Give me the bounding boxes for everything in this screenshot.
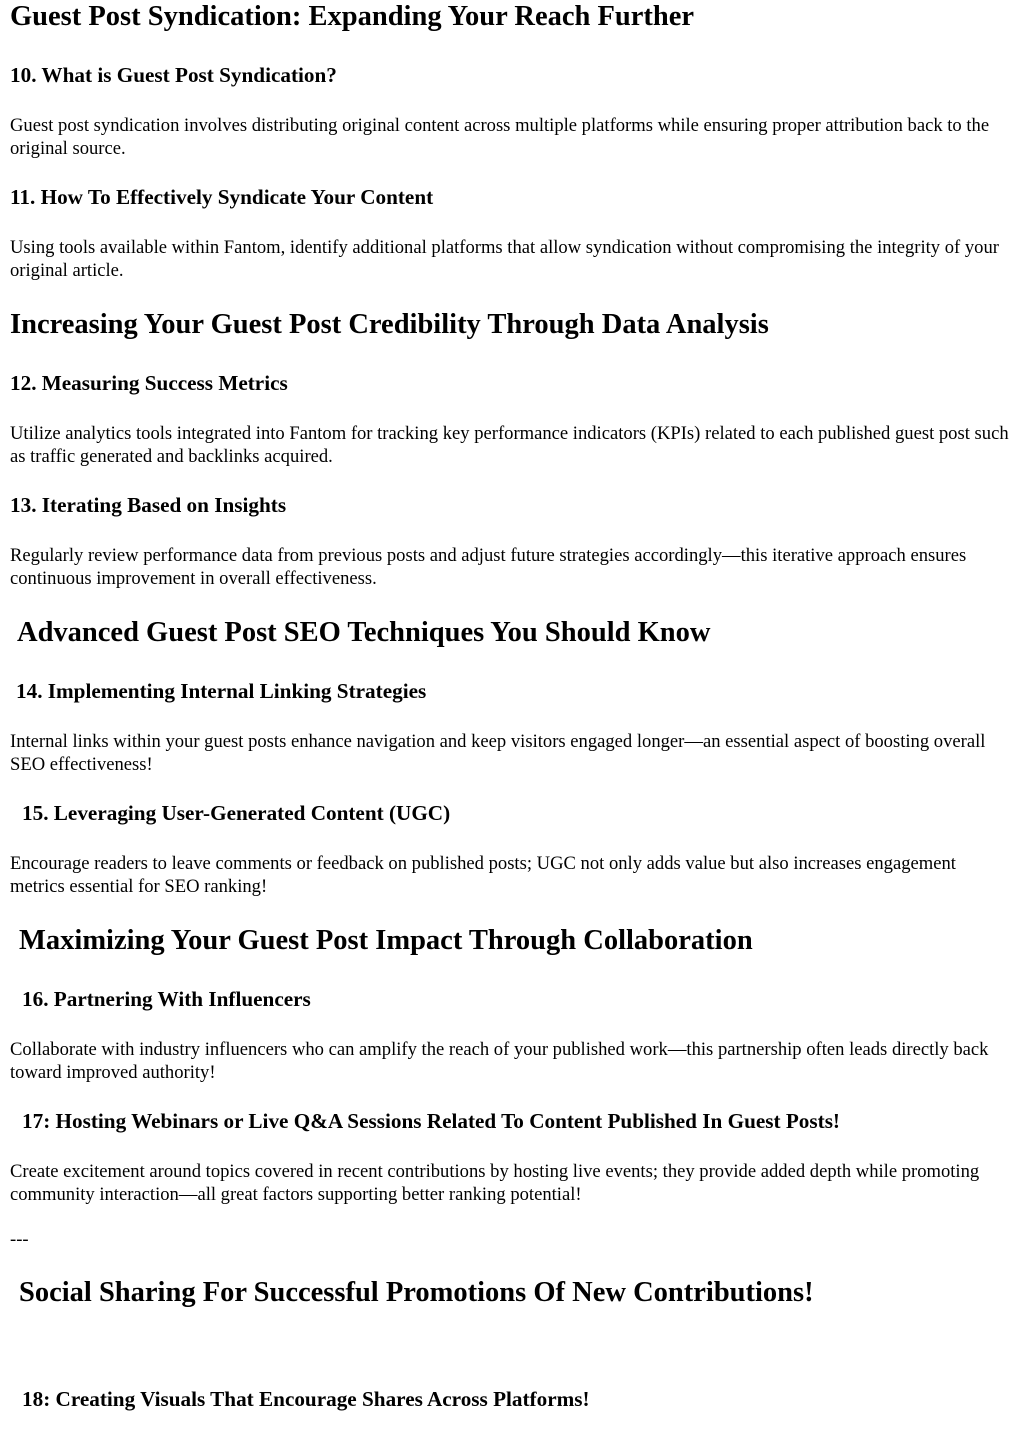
subsection-heading: 18: Creating Visuals That Encourage Shares Across Platforms! xyxy=(22,1387,590,1411)
paragraph: Regularly review performance data from previous posts and adjust future strategies accordingly—this iterative approach ensures continuous improvement in overall effectiveness. xyxy=(10,545,967,589)
subsection-heading: 14. Implementing Internal Linking Strategies xyxy=(16,679,427,703)
paragraph: Internal links within your guest posts enhance navigation and keep visitors engaged longer—an essential aspect of boosting overall SEO effectiveness! xyxy=(10,731,986,775)
section-heading: Advanced Guest Post SEO Techniques You Should Know xyxy=(17,617,711,648)
paragraph: Encourage readers to leave comments or feedback on published posts; UGC not only adds value but also increases engagement metrics essential for SEO ranking! xyxy=(10,853,956,897)
paragraph: Collaborate with industry influencers who can amplify the reach of your published work—this partnership often leads directly back toward improved authority! xyxy=(10,1039,989,1083)
section-heading: Maximizing Your Guest Post Impact Through Collaboration xyxy=(19,925,753,956)
subsection-heading: 16. Partnering With Influencers xyxy=(22,987,311,1011)
paragraph: Utilize analytics tools integrated into Fantom for tracking key performance indicators (KPIs) related to each published guest post such as traffic generated and backlinks acquired. xyxy=(10,423,1009,467)
subsection-heading: 17: Hosting Webinars or Live Q&A Sessions Related To Content Published In Guest Posts! xyxy=(22,1109,840,1133)
section-heading: Guest Post Syndication: Expanding Your Reach Further xyxy=(10,1,695,32)
paragraph: Using tools available within Fantom, identify additional platforms that allow syndication without compromising the integrity of your original article. xyxy=(10,237,999,281)
section-heading: Social Sharing For Successful Promotions Of New Contributions! xyxy=(19,1277,814,1308)
subsection-heading: 12. Measuring Success Metrics xyxy=(10,371,288,395)
subsection-heading: 10. What is Guest Post Syndication? xyxy=(10,63,337,87)
subsection-heading: 15. Leveraging User-Generated Content (UGC) xyxy=(22,801,451,825)
subsection-heading: 13. Iterating Based on Insights xyxy=(10,493,287,517)
separator-text: --- xyxy=(10,1229,29,1250)
paragraph: Create excitement around topics covered in recent contributions by hosting live events; they provide added depth while promoting community interaction—all great factors supporting better ranking potential! xyxy=(10,1161,980,1205)
paragraph: Guest post syndication involves distributing original content across multiple platforms while ensuring proper attribution back to the original source. xyxy=(10,115,990,159)
subsection-heading: 11. How To Effectively Syndicate Your Content xyxy=(10,185,434,209)
section-heading: Increasing Your Guest Post Credibility Through Data Analysis xyxy=(10,309,769,340)
